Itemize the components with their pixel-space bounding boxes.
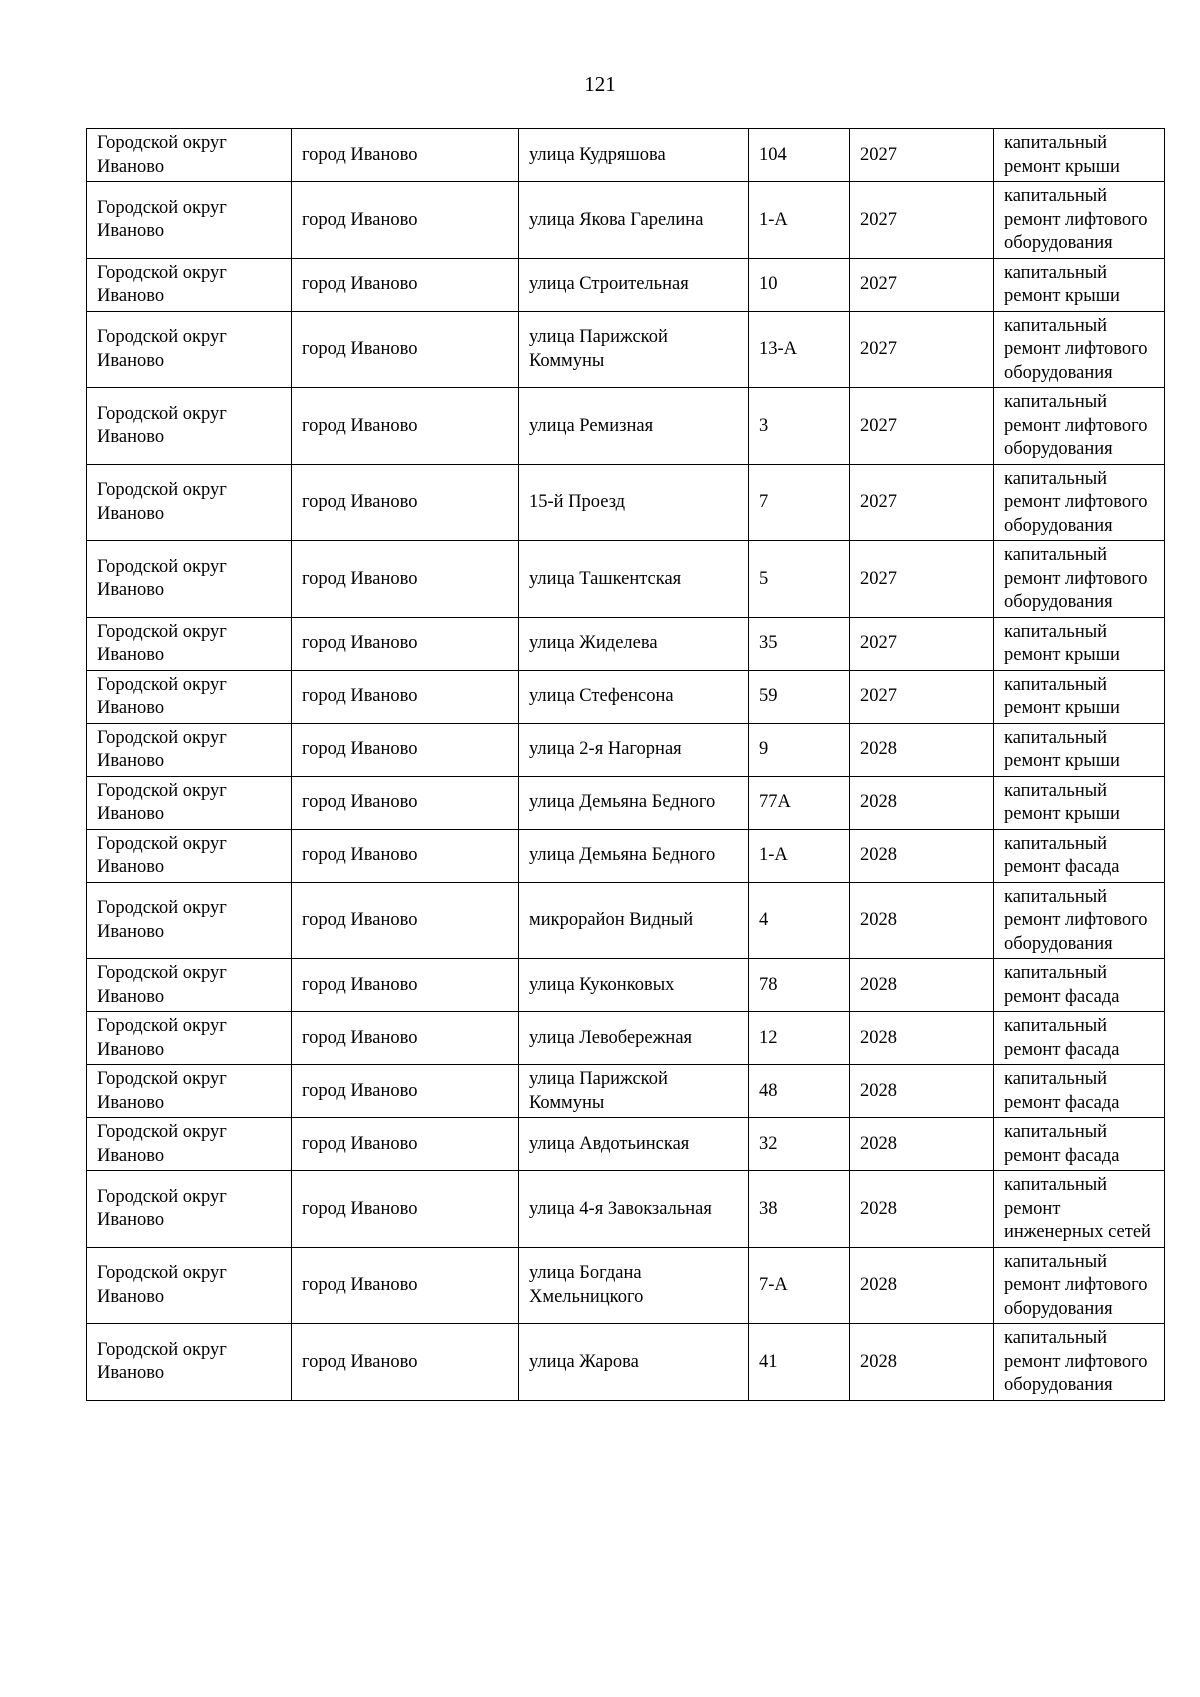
work-type-cell: капитальный ремонт фасада [994,829,1165,882]
house-number-cell: 9 [749,723,850,776]
house-number-cell: 12 [749,1012,850,1065]
okrug-cell: Городской округ Иваново [87,723,292,776]
year-cell: 2028 [850,723,994,776]
street-cell: улица Парижской Коммуны [519,311,749,388]
okrug-cell: Городской округ Иваново [87,129,292,182]
table-row [87,959,1165,1012]
city-cell: город Иваново [292,311,519,388]
city-cell: город Иваново [292,670,519,723]
street-cell: улица Авдотьинская [519,1118,749,1171]
year-cell: 2027 [850,670,994,723]
house-number-cell: 5 [749,541,850,618]
okrug-cell: Городской округ Иваново [87,617,292,670]
city-cell: город Иваново [292,617,519,670]
year-cell: 2027 [850,464,994,541]
street-cell: улица 2-я Нагорная [519,723,749,776]
street-cell: 15-й Проезд [519,464,749,541]
work-type-cell: капитальный ремонт крыши [994,776,1165,829]
year-cell: 2028 [850,829,994,882]
city-cell: город Иваново [292,882,519,959]
okrug-cell: Городской округ Иваново [87,829,292,882]
street-cell: улица Якова Гарелина [519,182,749,259]
street-cell: улица Жарова [519,1324,749,1401]
house-number-cell: 10 [749,258,850,311]
table-row [87,776,1165,829]
city-cell: город Иваново [292,1012,519,1065]
okrug-cell: Городской округ Иваново [87,1324,292,1401]
okrug-cell: Городской округ Иваново [87,258,292,311]
city-cell: город Иваново [292,129,519,182]
work-type-cell: капитальный ремонт лифтового оборудования [994,388,1165,465]
year-cell: 2028 [850,1065,994,1118]
okrug-cell: Городской округ Иваново [87,882,292,959]
year-cell: 2027 [850,311,994,388]
street-cell: улица Ремизная [519,388,749,465]
work-type-cell: капитальный ремонт крыши [994,670,1165,723]
table-row [87,129,1165,182]
house-number-cell: 7-А [749,1247,850,1324]
work-type-cell: капитальный ремонт крыши [994,617,1165,670]
okrug-cell: Городской округ Иваново [87,464,292,541]
okrug-cell: Городской округ Иваново [87,1065,292,1118]
work-type-cell: капитальный ремонт крыши [994,258,1165,311]
house-number-cell: 35 [749,617,850,670]
okrug-cell: Городской округ Иваново [87,1118,292,1171]
year-cell: 2027 [850,258,994,311]
work-type-cell: капитальный ремонт фасада [994,1065,1165,1118]
city-cell: город Иваново [292,776,519,829]
city-cell: город Иваново [292,541,519,618]
city-cell: город Иваново [292,464,519,541]
work-type-cell: капитальный ремонт фасада [994,959,1165,1012]
work-type-cell: капитальный ремонт лифтового оборудования [994,1324,1165,1401]
work-type-cell: капитальный ремонт лифтового оборудования [994,1247,1165,1324]
table-row [87,182,1165,259]
work-type-cell: капитальный ремонт инженерных сетей [994,1171,1165,1248]
city-cell: город Иваново [292,182,519,259]
repair-schedule-table [86,128,1165,1401]
house-number-cell: 4 [749,882,850,959]
year-cell: 2028 [850,776,994,829]
street-cell: улица Демьяна Бедного [519,776,749,829]
street-cell: улица Строительная [519,258,749,311]
house-number-cell: 77А [749,776,850,829]
house-number-cell: 59 [749,670,850,723]
city-cell: город Иваново [292,1171,519,1248]
year-cell: 2028 [850,1012,994,1065]
work-type-cell: капитальный ремонт крыши [994,723,1165,776]
okrug-cell: Городской округ Иваново [87,1247,292,1324]
city-cell: город Иваново [292,1118,519,1171]
okrug-cell: Городской округ Иваново [87,311,292,388]
house-number-cell: 104 [749,129,850,182]
city-cell: город Иваново [292,388,519,465]
year-cell: 2028 [850,1247,994,1324]
city-cell: город Иваново [292,829,519,882]
street-cell: улица Жиделева [519,617,749,670]
work-type-cell: капитальный ремонт фасада [994,1118,1165,1171]
table-row [87,311,1165,388]
okrug-cell: Городской округ Иваново [87,1171,292,1248]
house-number-cell: 38 [749,1171,850,1248]
work-type-cell: капитальный ремонт лифтового оборудования [994,182,1165,259]
okrug-cell: Городской округ Иваново [87,541,292,618]
street-cell: улица Стефенсона [519,670,749,723]
city-cell: город Иваново [292,723,519,776]
table-row [87,1324,1165,1401]
city-cell: город Иваново [292,959,519,1012]
city-cell: город Иваново [292,1065,519,1118]
street-cell: микрорайон Видный [519,882,749,959]
year-cell: 2028 [850,882,994,959]
house-number-cell: 7 [749,464,850,541]
year-cell: 2028 [850,1171,994,1248]
house-number-cell: 3 [749,388,850,465]
table-row [87,723,1165,776]
street-cell: улица Богдана Хмельницкого [519,1247,749,1324]
table-row [87,541,1165,618]
street-cell: улица Демьяна Бедного [519,829,749,882]
street-cell: улица Кудряшова [519,129,749,182]
table-row [87,1171,1165,1248]
okrug-cell: Городской округ Иваново [87,388,292,465]
city-cell: город Иваново [292,1247,519,1324]
street-cell: улица Парижской Коммуны [519,1065,749,1118]
work-type-cell: капитальный ремонт фасада [994,1012,1165,1065]
table-row [87,1012,1165,1065]
year-cell: 2027 [850,129,994,182]
table-row [87,1065,1165,1118]
okrug-cell: Городской округ Иваново [87,776,292,829]
table-row [87,829,1165,882]
table-row [87,617,1165,670]
table-body [87,129,1165,1401]
street-cell: улица Левобережная [519,1012,749,1065]
street-cell: улица 4-я Завокзальная [519,1171,749,1248]
okrug-cell: Городской округ Иваново [87,959,292,1012]
table-row [87,670,1165,723]
year-cell: 2027 [850,388,994,465]
table-row [87,464,1165,541]
house-number-cell: 41 [749,1324,850,1401]
year-cell: 2027 [850,617,994,670]
street-cell: улица Куконковых [519,959,749,1012]
work-type-cell: капитальный ремонт лифтового оборудования [994,464,1165,541]
year-cell: 2027 [850,541,994,618]
work-type-cell: капитальный ремонт лифтового оборудования [994,882,1165,959]
table-row [87,882,1165,959]
table-row [87,388,1165,465]
street-cell: улица Ташкентская [519,541,749,618]
house-number-cell: 1-А [749,182,850,259]
okrug-cell: Городской округ Иваново [87,1012,292,1065]
table-row [87,1247,1165,1324]
house-number-cell: 48 [749,1065,850,1118]
table-row [87,1118,1165,1171]
year-cell: 2027 [850,182,994,259]
house-number-cell: 13-А [749,311,850,388]
table-row [87,258,1165,311]
okrug-cell: Городской округ Иваново [87,182,292,259]
work-type-cell: капитальный ремонт крыши [994,129,1165,182]
work-type-cell: капитальный ремонт лифтового оборудования [994,541,1165,618]
year-cell: 2028 [850,1118,994,1171]
house-number-cell: 32 [749,1118,850,1171]
page-number: 121 [584,72,616,96]
city-cell: город Иваново [292,1324,519,1401]
city-cell: город Иваново [292,258,519,311]
okrug-cell: Городской округ Иваново [87,670,292,723]
year-cell: 2028 [850,1324,994,1401]
house-number-cell: 78 [749,959,850,1012]
work-type-cell: капитальный ремонт лифтового оборудования [994,311,1165,388]
house-number-cell: 1-А [749,829,850,882]
year-cell: 2028 [850,959,994,1012]
